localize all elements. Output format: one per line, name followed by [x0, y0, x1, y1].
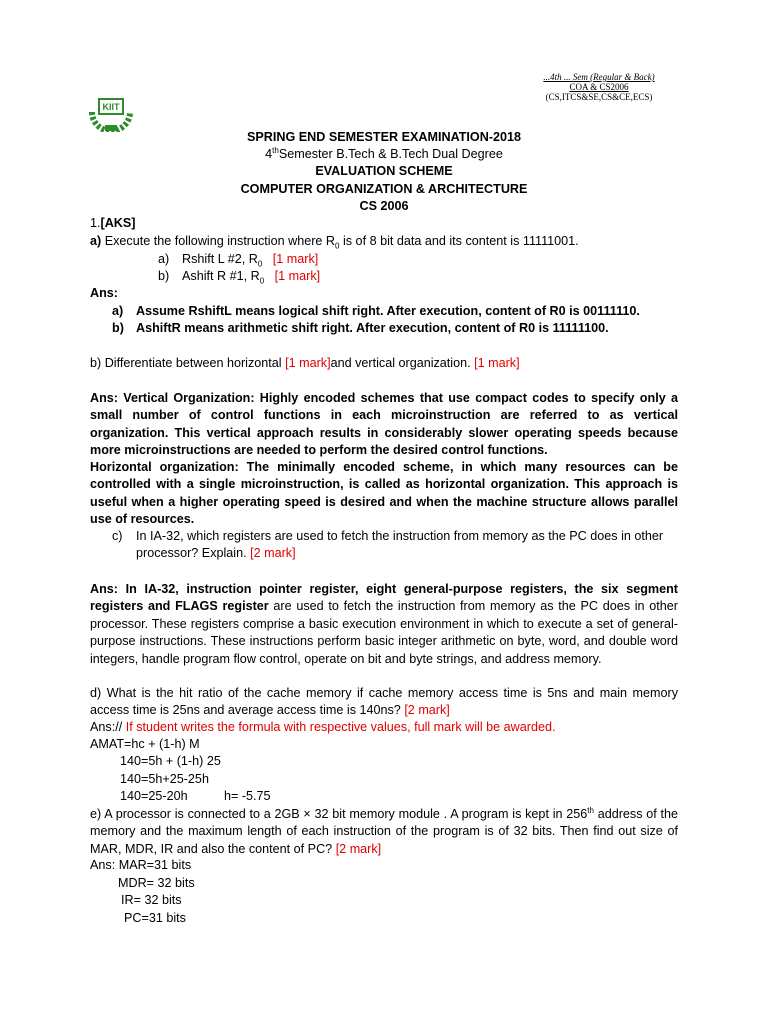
option-a: Rshift L #2, $R_0$ [1 mark] — [182, 252, 319, 269]
exam-header-info — [524, 72, 674, 102]
answer-b-label: b) — [112, 321, 124, 335]
subject-title: COMPUTER ORGANIZATION & ARCHITECTURE — [240, 182, 528, 196]
question-c-line2: processor? Explain. [2 mark] — [136, 546, 296, 560]
answer-d-result: h= -5.75 — [224, 789, 271, 803]
answer-a-label: a) — [112, 304, 124, 318]
course-line: COA & CS2006 — [569, 82, 629, 92]
question-d: d) What is the hit ratio of the cache memory if cache memory access time is 5ns and main memory access time is 25ns and average access time is 140ns? [2 mark] — [90, 686, 678, 718]
branches-line: (CS,ITCS&SE,CS&CE,ECS) — [545, 92, 653, 102]
svg-text:KIIT: KIIT — [102, 102, 120, 112]
question-b: b) Differentiate between horizontal [1 mark]and vertical organization. [1 mark] — [90, 356, 520, 370]
option-b: Ashift R #1, $R_0$ [1 mark] — [182, 269, 321, 286]
answer-label: Ans: — [90, 286, 118, 300]
answer-e-pc: PC=31 bits — [124, 911, 186, 925]
university-logo — [88, 94, 134, 132]
question-c-line1: In IA-32, which registers are used to fetch the instruction from memory as the PC does in other — [136, 529, 664, 543]
option-a-label: a) — [158, 252, 170, 266]
answer-b: AshiftR means arithmetic shift right. After execution, content of R0 is 11111100. — [136, 321, 609, 335]
answer-a: Assume RshiftL means logical shift right. After execution, content of R0 is 00111110. — [136, 304, 640, 318]
question-number: 1.[AKS] — [90, 216, 136, 230]
answer-d-formula: AMAT=hc + (1-h) M — [90, 737, 200, 751]
question-c-label: c) — [112, 529, 123, 543]
answer-d-step1: 140=5h + (1-h) 25 — [120, 754, 221, 768]
answer-d-step2: 140=5h+25-25h — [120, 772, 209, 786]
answer-d-step3: 140=25-20h — [120, 789, 188, 803]
answer-c: Ans: In IA-32, instruction pointer register, eight general-purpose registers, the six segment registers and FLAGS register are used to fetch the instruction from memory as the PC does in other processor. These registers comprise a basic execution environment in which to execute a set of general-purpose instructions. These instructions perform basic integer arithmetic on byte, word, and double word integers, handle program flow control, operate on bit and byte strings, and address memory. — [90, 582, 679, 666]
exam-title: SPRING END SEMESTER EXAMINATION-2018 — [246, 130, 522, 144]
course-code: CS 2006 — [359, 199, 409, 213]
evaluation-scheme-heading: EVALUATION SCHEME — [315, 164, 453, 178]
answer-b-horizontal: Horizontal organization: The minimally encoded scheme, in which many resources can be controlled with a single microinstruction, is called as horizontal organization. This approach is useful when a higher operating speed is desired and when the machine structure allows parallel use of resources. — [90, 460, 678, 527]
question-e: e) A processor is connected to a 2GB × 32 bit memory module . A program is kept in 256th address of the memory and the maximum length of each instruction of the program is of 32 bits. Then find out size of MAR, MDR, IR and also the content of PC? [2 mark] — [90, 805, 679, 856]
option-b-label: b) — [158, 269, 170, 283]
question-a: a) Execute the following instruction where $R_0$ is of 8 bit data and its content is 11111001. — [90, 234, 579, 251]
answer-b-vertical: Ans: Vertical Organization: Highly encoded schemes that use compact codes to specify only a small number of control functions in each microinstruction are referred to as vertical organization. This vertical approach results in considerably slower operating speeds because more microinstructions are needed to perform the desired control functions. — [90, 391, 678, 458]
answer-e-mar: Ans: MAR=31 bits — [90, 858, 192, 872]
program-line: 4thSemester B.Tech & B.Tech Dual Degree — [265, 145, 503, 161]
semester-line: ...4th ... Sem (Regular & Back) — [543, 72, 655, 82]
answer-d-note: Ans:// If student writes the formula with respective values, full mark will be awarded. — [90, 720, 556, 734]
answer-e-mdr: MDR= 32 bits — [118, 876, 195, 890]
answer-e-ir: IR= 32 bits — [121, 893, 182, 907]
